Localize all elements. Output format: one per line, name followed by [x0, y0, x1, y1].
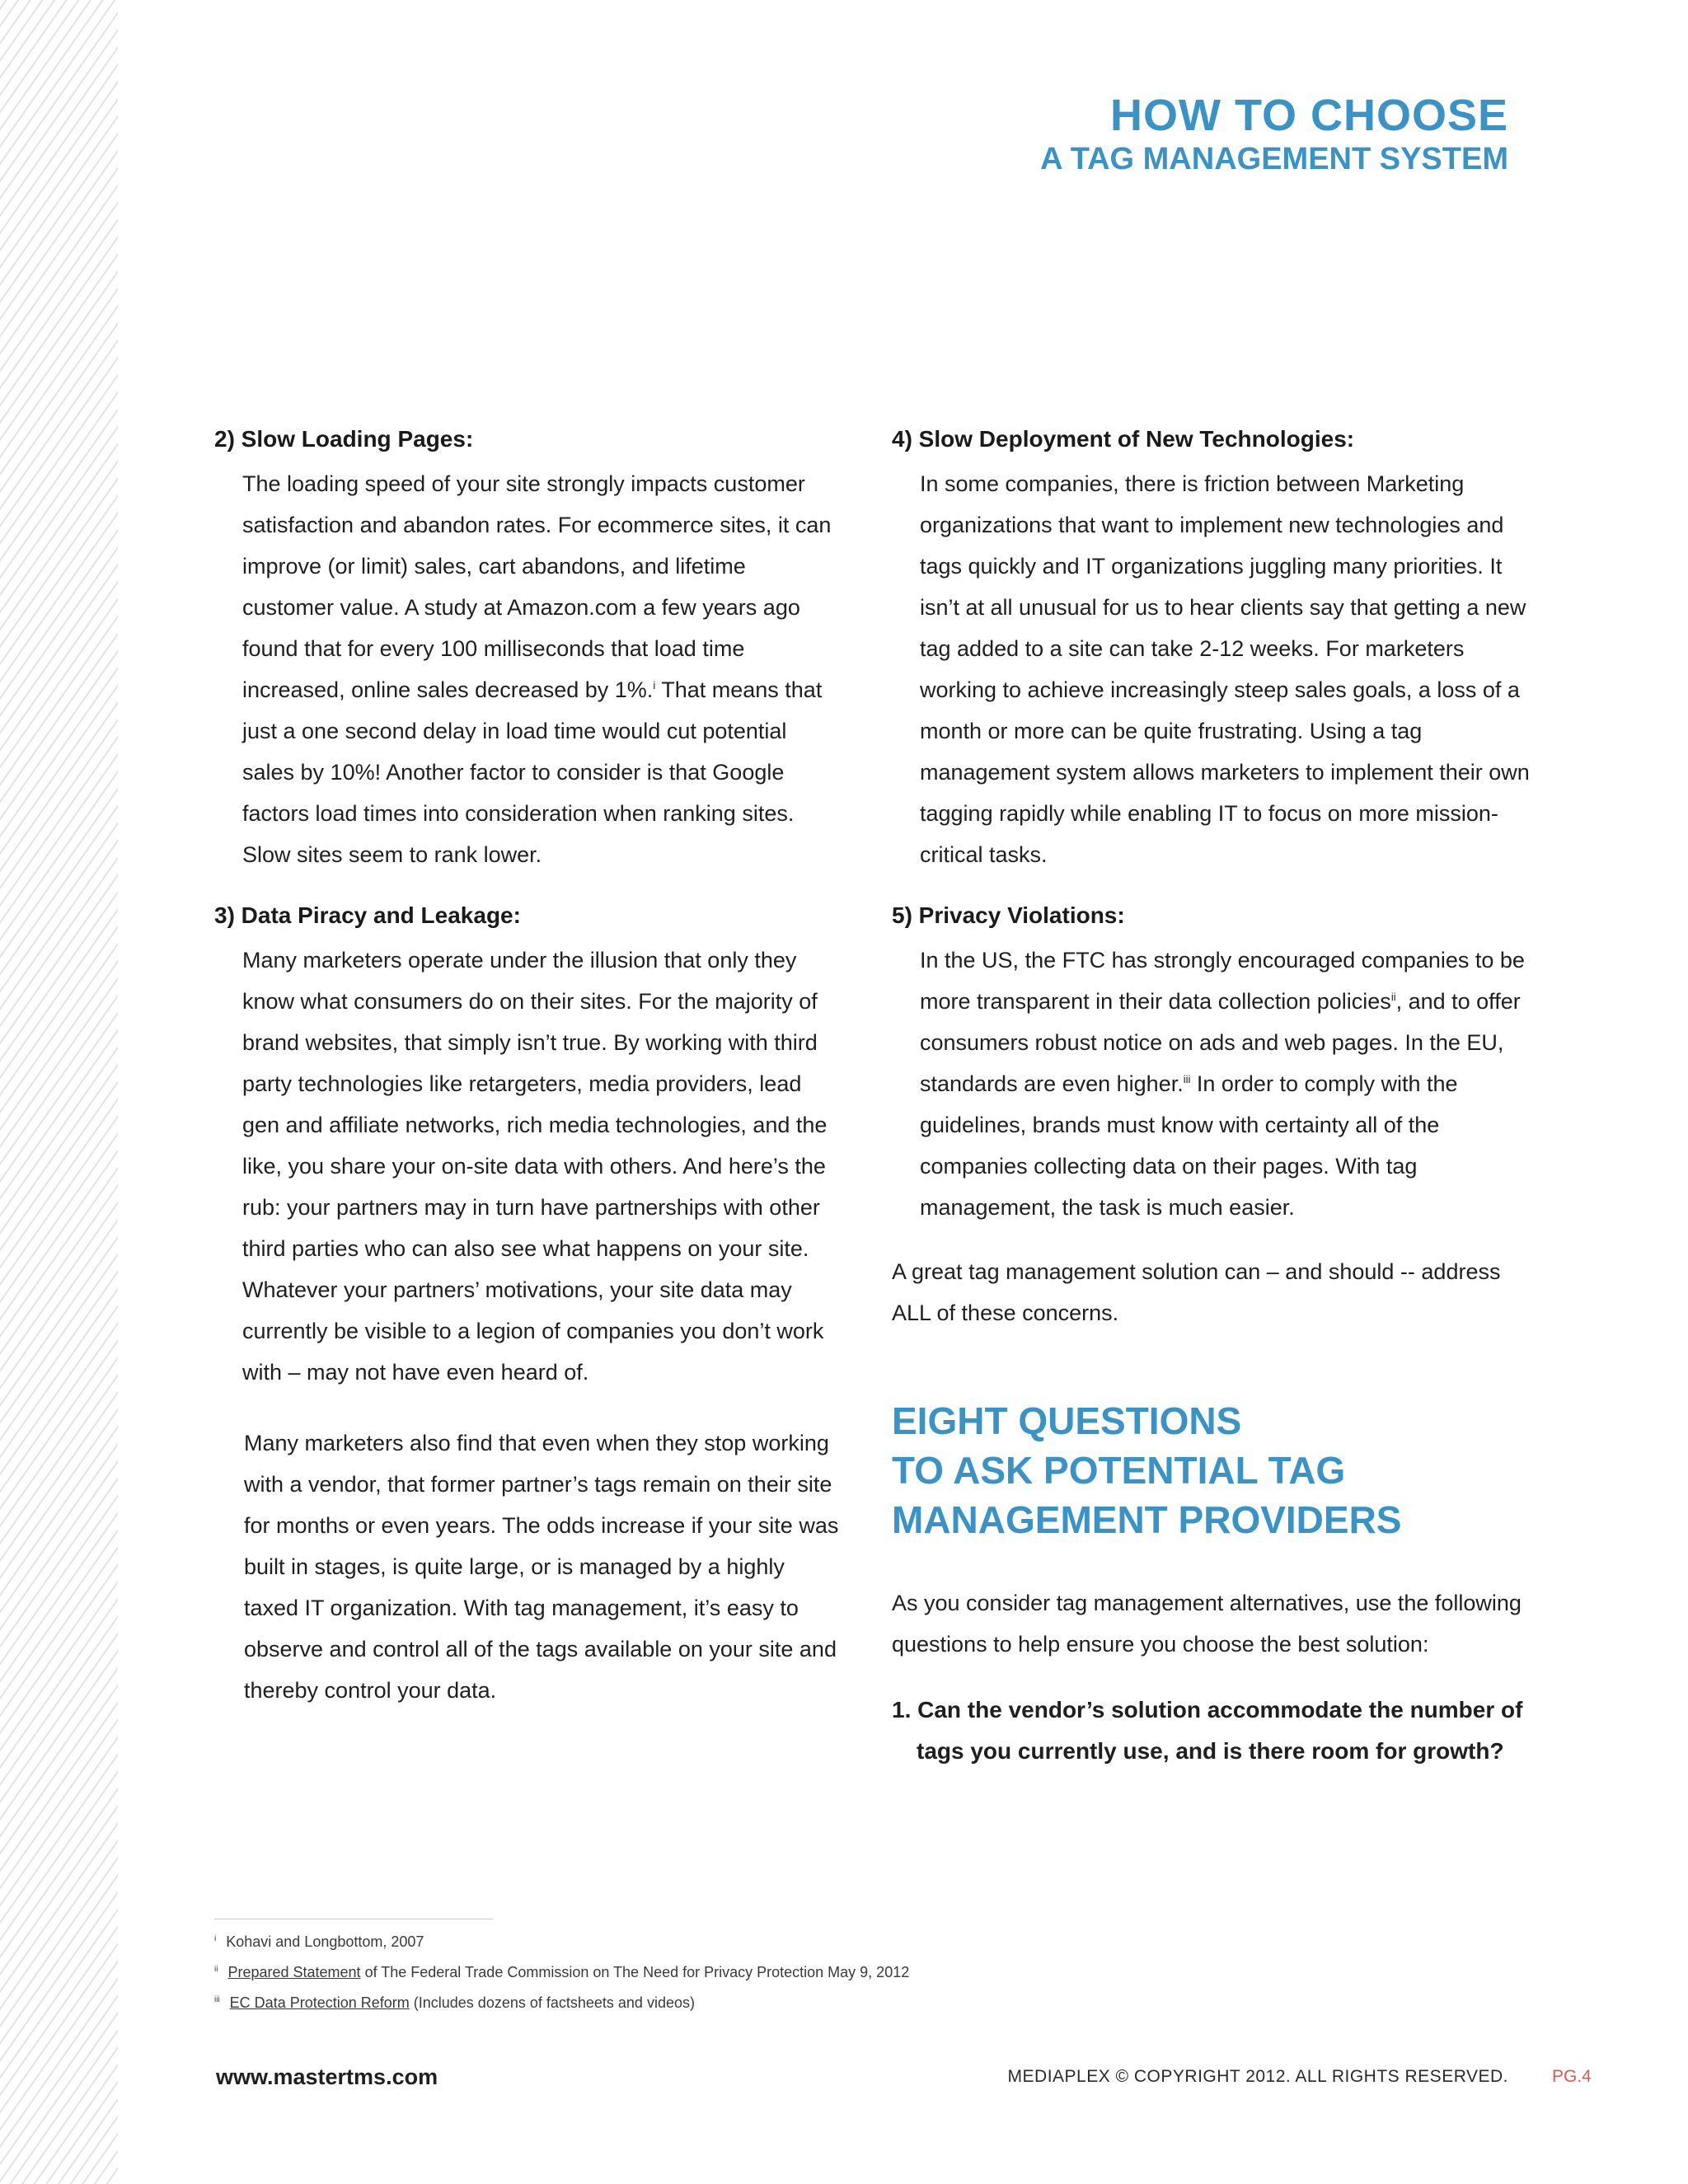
intro-paragraph: As you consider tag management alternatives, use the following questions to help ensure you choose the best solution:: [892, 1591, 1522, 1657]
section-data-piracy: [214, 898, 841, 1711]
footnote-ref[interactable]: i: [653, 679, 656, 691]
body-text: The loading speed of your site strongly impacts customer satisfaction and abandon rates. For ecommerce sites, it can improve (or limit) sales, cart abandons, and lifetime customer value. A study at Amazon.com a few years ago found that for every 100 milliseconds that load time increased, online sales decreased by 1%.: [242, 471, 832, 702]
footer-copyright: MEDIAPLEX © COPYRIGHT 2012. ALL RIGHTS RESERVED.: [1007, 2067, 1508, 2086]
footnote-link[interactable]: Prepared Statement: [227, 1964, 361, 1980]
footnote-mark: iii: [214, 1995, 220, 2004]
section-body: [920, 940, 1535, 1228]
section-heading: 4) Slow Deployment of New Technologies:: [892, 426, 1355, 452]
left-column: [214, 422, 841, 1734]
closing-paragraph: A great tag management solution can – and should -- address ALL of these concerns.: [892, 1259, 1501, 1325]
footnote-text: Kohavi and Longbottom, 2007: [226, 1933, 424, 1950]
footer-website-link[interactable]: www.mastertms.com: [216, 2064, 438, 2089]
page-header: [1040, 91, 1508, 178]
body-text: That means that just a one second delay in load time would cut potential sales by 10%! Another factor to consider is that Google factors load times into consideration when ranking sites. Slow sites seem to rank lower.: [242, 677, 823, 867]
footnote-ref[interactable]: iii: [1183, 1073, 1191, 1085]
page-number: PG.4: [1552, 2067, 1592, 2086]
section-title-line: TO ASK POTENTIAL TAG: [892, 1449, 1346, 1492]
footnote-link[interactable]: EC Data Protection Reform: [229, 1994, 410, 2011]
footnote-mark: i: [214, 1934, 217, 1943]
section-body: Many marketers also find that even when they stop working with a vendor, that former partner’s tags remain on their site for months or even years. The odds increase if your site was built in stages, is quite large, or is managed by a highly taxed IT organization. With tag management, it’s easy to observe and control all of the tags available on your site and thereby control your data.: [244, 1431, 839, 1703]
footnotes: [214, 1925, 909, 2017]
section-title: [892, 1396, 1535, 1544]
body-text: , and to offer consumers robust notice on ads and web pages. In the EU, standards are even higher.: [920, 989, 1521, 1096]
section-heading: 2) Slow Loading Pages:: [214, 426, 474, 452]
header-title-line1: HOW TO CHOOSE: [1109, 91, 1508, 140]
footnote-1: [214, 1925, 909, 1956]
footnote-text: of The Federal Trade Commission on The Need for Privacy Protection May 9, 2012: [360, 1964, 910, 1980]
section-privacy-violations: [892, 898, 1535, 1228]
section-title-line: MANAGEMENT PROVIDERS: [892, 1498, 1402, 1541]
body-text: In the US, the FTC has strongly encouraged companies to be more transparent in their data collection policies: [920, 948, 1525, 1014]
section-slow-loading-pages: [214, 422, 841, 875]
decorative-stripe-border: [0, 0, 118, 2184]
header-title-line2: A TAG MANAGEMENT SYSTEM: [1040, 142, 1508, 176]
section-heading: 3) Data Piracy and Leakage:: [214, 902, 521, 928]
question-1: 1. Can the vendor’s solution accommodate the number of tags you currently use, and is there room for growth?: [892, 1697, 1523, 1764]
body-text: In order to comply with the guidelines, brands must know with certainty all of the companies collecting data on their pages. With tag management, the task is much easier.: [920, 1071, 1458, 1220]
section-slow-deployment: [892, 422, 1535, 875]
section-body: [242, 463, 841, 875]
section-body: In some companies, there is friction between Marketing organizations that want to implement new technologies and tags quickly and IT organizations juggling many priorities. It isn’t at all unusual for us to hear clients say that getting a new tag added to a site can take 2-12 weeks. For marketers working to achieve increasingly steep sales goals, a loss of a month or more can be quite frustrating. Using a tag management system allows marketers to implement their own tagging rapidly while enabling IT to focus on more mission-critical tasks.: [920, 471, 1530, 867]
footnote-2: [214, 1956, 909, 1986]
footnote-mark: ii: [214, 1965, 218, 1974]
section-title-line: EIGHT QUESTIONS: [892, 1399, 1242, 1442]
footnote-ref[interactable]: ii: [1390, 991, 1396, 1003]
right-column: [892, 422, 1535, 1772]
footnote-3: [214, 1986, 909, 2017]
section-body: Many marketers operate under the illusion that only they know what consumers do on their sites. For the majority of brand websites, that simply isn’t true. By working with third party technologies like retargeters, media providers, lead gen and affiliate networks, rich media technologies, and the like, you share your on-site data with others. And here’s the rub: your partners may in turn have partnerships with other third parties who can also see what happens on your site. Whatever your partners’ motivations, your site data may currently be visible to a legion of companies you don’t work with – may not have even heard of.: [242, 948, 828, 1385]
footnote-text: (Includes dozens of factsheets and videos): [409, 1994, 695, 2011]
section-heading: 5) Privacy Violations:: [892, 902, 1125, 928]
